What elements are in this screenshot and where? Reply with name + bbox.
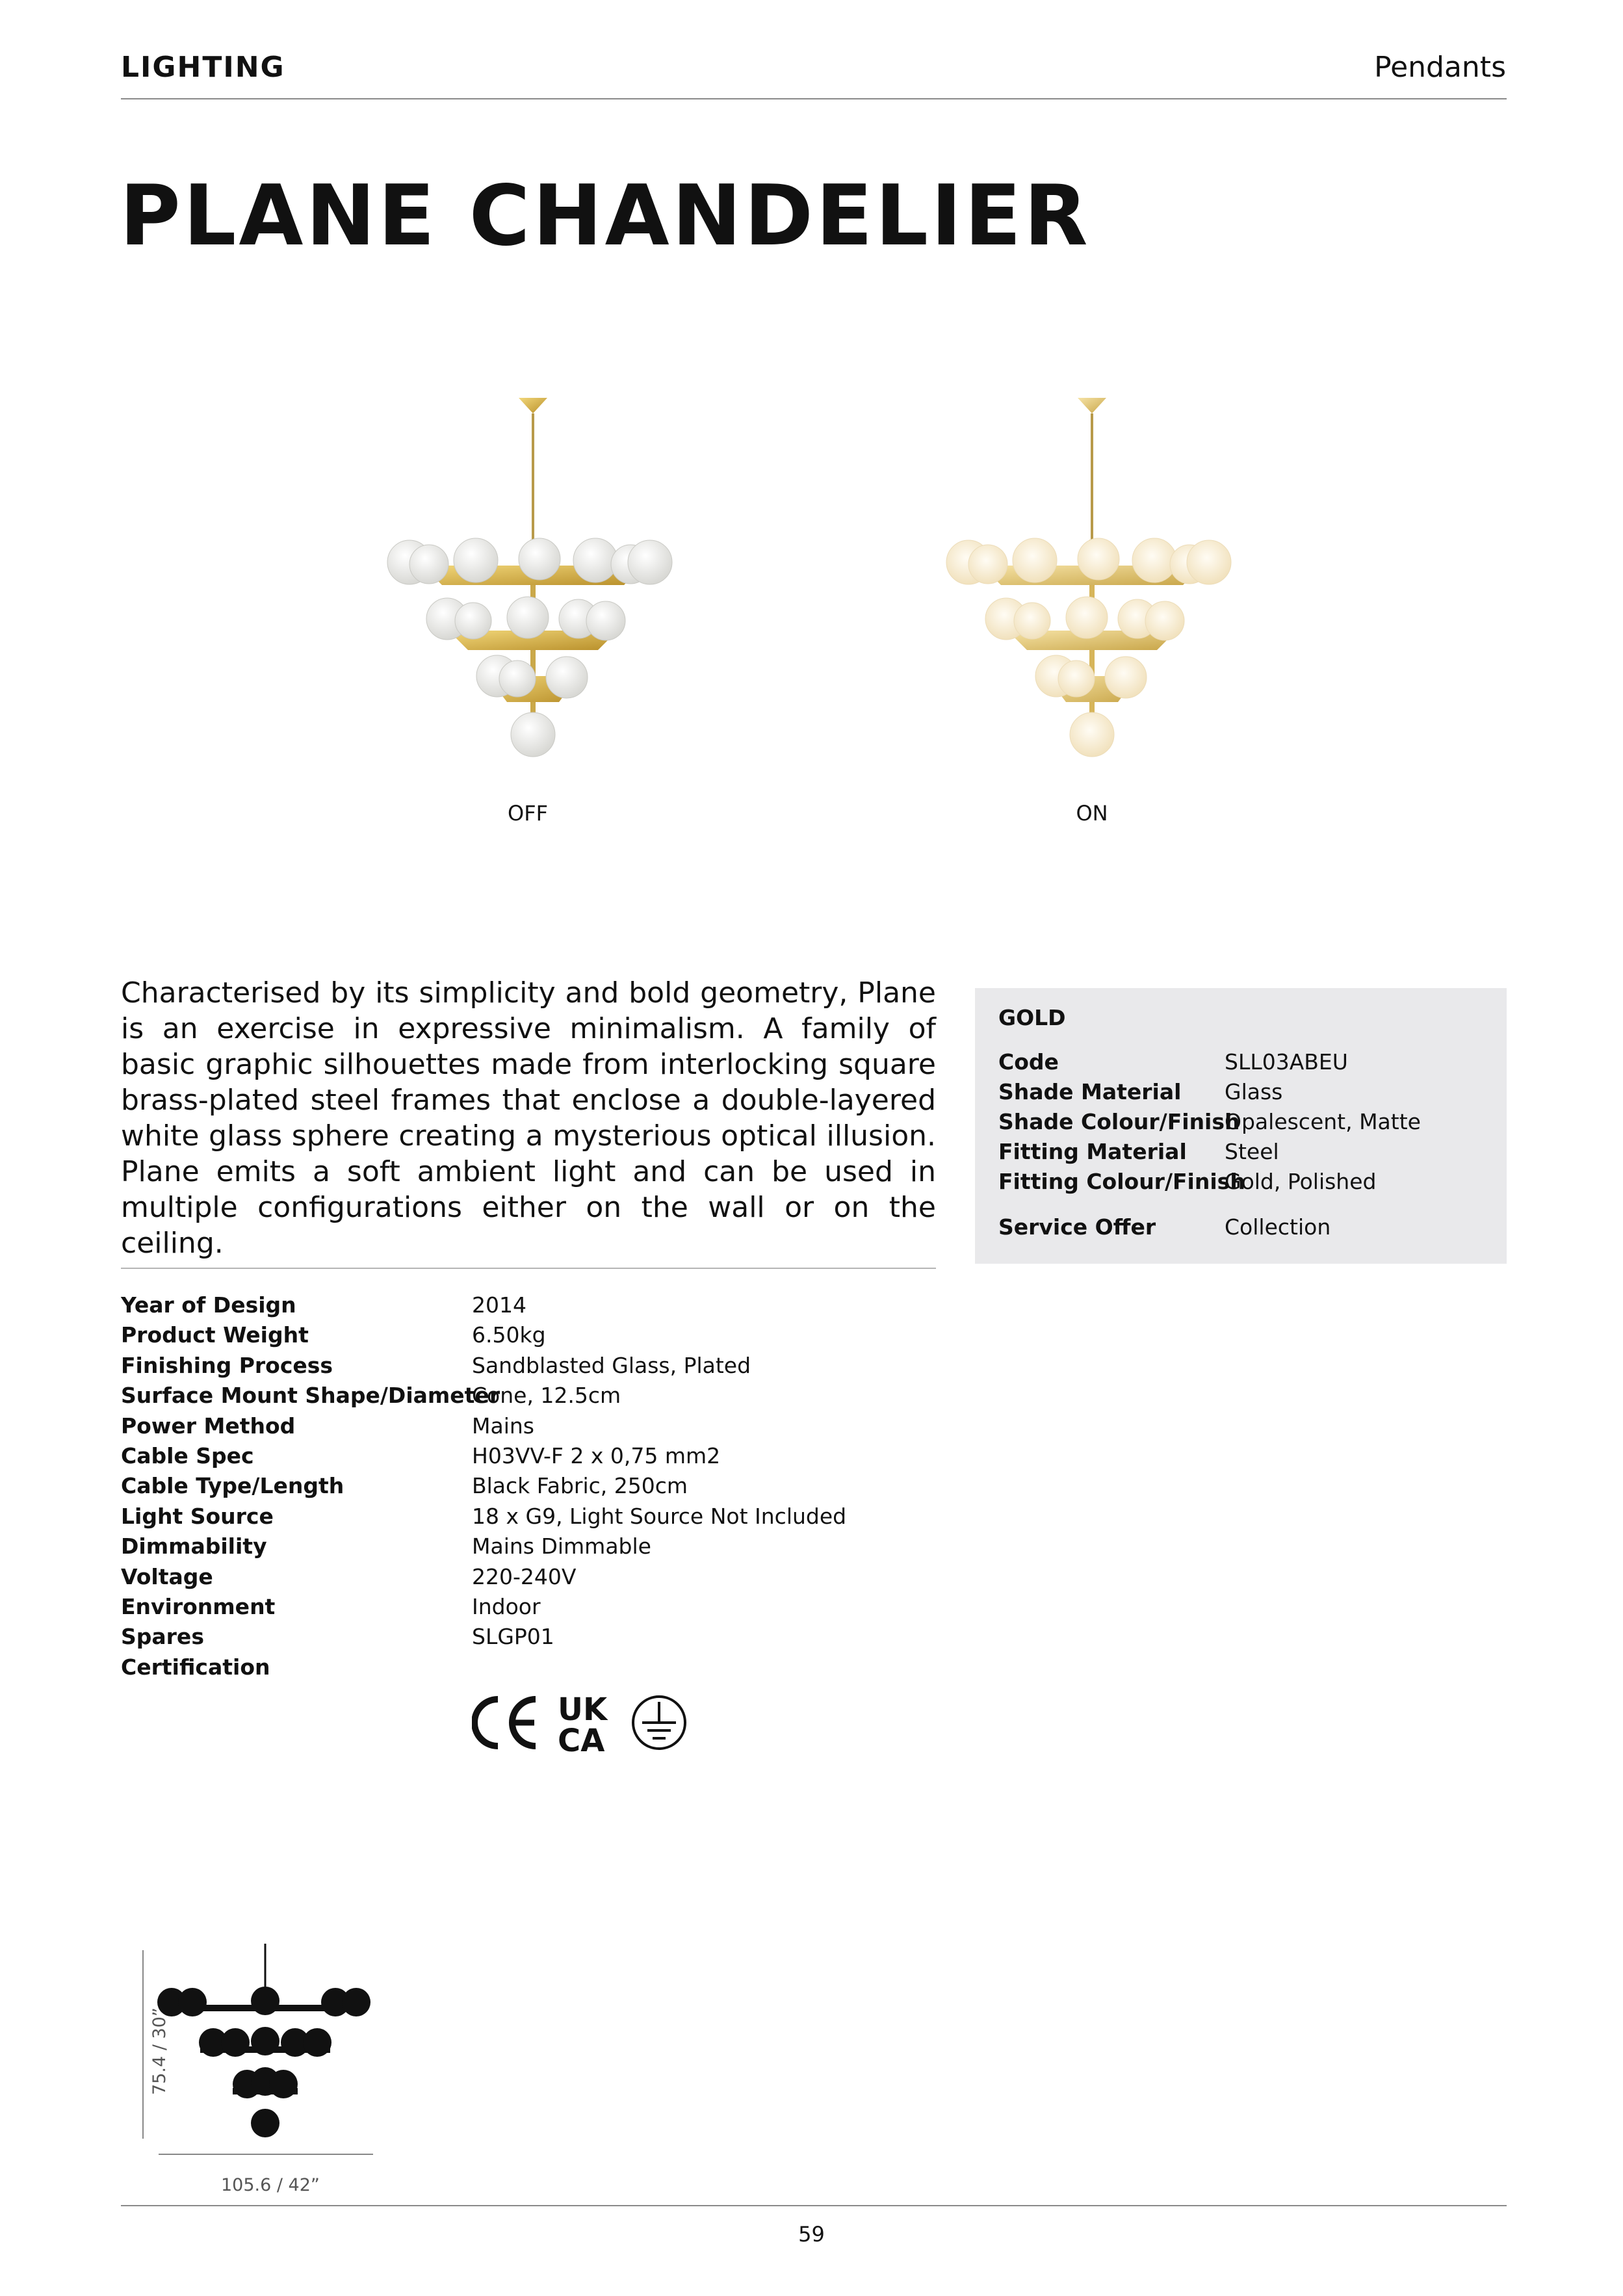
- variant-spec-box: [975, 988, 1507, 1264]
- spec-value: Sandblasted Glass, Plated: [472, 1352, 751, 1378]
- spec-label: Light Source: [121, 1503, 274, 1529]
- variant-row-value: Glass: [1225, 1079, 1283, 1104]
- spec-row: [121, 1290, 846, 1320]
- spec-value: Black Fabric, 250cm: [472, 1473, 688, 1499]
- spec-row: [121, 1592, 846, 1622]
- spec-value: 2014: [472, 1292, 526, 1318]
- spec-label: Year of Design: [121, 1292, 296, 1318]
- spec-label: Dimmability: [121, 1533, 267, 1559]
- variant-row: [998, 1078, 1282, 1106]
- section-subcategory: Pendants: [1374, 51, 1506, 84]
- image-caption-on: ON: [1076, 801, 1108, 826]
- spec-label: Spares: [121, 1624, 204, 1650]
- header-divider: [121, 98, 1507, 99]
- ukca-mark-bottom: CA: [558, 1723, 605, 1755]
- variant-row-value: Opalescent, Matte: [1225, 1109, 1421, 1134]
- spec-value: SLGP01: [472, 1624, 554, 1650]
- spec-row: [121, 1320, 846, 1350]
- variant-row-label: Fitting Colour/Finish: [998, 1169, 1245, 1194]
- chandelier-off-image: [364, 390, 702, 767]
- spec-value: H03VV-F 2 x 0,75 mm2: [472, 1442, 721, 1468]
- variant-row: [998, 1108, 1421, 1136]
- variant-row-value: Gold, Polished: [1225, 1169, 1377, 1194]
- variant-name: GOLD: [998, 1005, 1066, 1030]
- spec-row: [121, 1652, 846, 1682]
- spec-label: Cable Spec: [121, 1442, 254, 1468]
- section-category: LIGHTING: [121, 51, 285, 84]
- variant-row-value: SLL03ABEU: [1225, 1049, 1348, 1075]
- spec-value: 18 x G9, Light Source Not Included: [472, 1503, 847, 1529]
- spec-value: Mains Dimmable: [472, 1533, 651, 1559]
- chandelier-on-image: [923, 390, 1261, 767]
- product-description: Characterised by its simplicity and bold geometry, Plane is an exercise in expressive minimalism. A family of basic graphic silhouettes made from interlocking square brass-plated steel frames that enclose a double-layered white glass sphere creating a mysterious optical illusion. Plane emits a soft ambient light and can be used in multiple configurations either on the wall or on the ceiling.: [121, 976, 936, 1260]
- variant-row-label: Code: [998, 1049, 1059, 1075]
- variant-row-value: Steel: [1225, 1139, 1279, 1164]
- variant-row: [998, 1168, 1376, 1196]
- spec-label: Product Weight: [121, 1322, 309, 1348]
- spec-row: [121, 1351, 846, 1381]
- service-offer-label: Service Offer: [998, 1214, 1156, 1240]
- spec-value: Indoor: [472, 1593, 541, 1619]
- variant-row: [998, 1048, 1348, 1076]
- ukca-mark-top: UK: [558, 1691, 608, 1728]
- spec-row: [121, 1411, 846, 1441]
- spec-value: 220-240V: [472, 1563, 577, 1589]
- spec-label: Voltage: [121, 1563, 213, 1589]
- footer-divider: [121, 2205, 1507, 2206]
- spec-row: [121, 1622, 846, 1652]
- spec-row: [121, 1502, 846, 1532]
- ce-mark-icon: [474, 1699, 536, 1746]
- dimension-height: 75.4 / 30”: [149, 2007, 170, 2095]
- spec-row: [121, 1441, 846, 1471]
- technical-specs: [121, 1290, 846, 1682]
- earth-ground-icon: [633, 1697, 685, 1749]
- spec-row: [121, 1381, 846, 1411]
- certification-marks: [472, 1690, 693, 1755]
- variant-row-label: Fitting Material: [998, 1139, 1187, 1164]
- spec-label: Cable Type/Length: [121, 1473, 344, 1499]
- spec-label: Finishing Process: [121, 1352, 333, 1378]
- variant-row-label: Shade Colour/Finish: [998, 1109, 1240, 1134]
- spec-value: 6.50kg: [472, 1322, 546, 1348]
- spec-value: Mains: [472, 1413, 534, 1439]
- dimension-drawing: [136, 1937, 396, 2171]
- page-title: PLANE CHANDELIER: [120, 168, 1091, 265]
- page-number: 59: [798, 2222, 825, 2247]
- spec-row: [121, 1562, 846, 1592]
- spec-row: [121, 1532, 846, 1561]
- spec-label: Environment: [121, 1593, 276, 1619]
- spec-value: Cone, 12.5cm: [472, 1383, 621, 1409]
- image-caption-off: OFF: [508, 801, 548, 826]
- spec-row: [121, 1471, 846, 1501]
- service-offer-row: [998, 1213, 1331, 1242]
- variant-row: [998, 1138, 1279, 1166]
- spec-label: Surface Mount Shape/Diameter: [121, 1383, 500, 1409]
- dimension-width: 105.6 / 42”: [221, 2175, 320, 2195]
- spec-label: Certification: [121, 1654, 270, 1680]
- variant-row-label: Shade Material: [998, 1079, 1182, 1104]
- description-divider: [121, 1268, 936, 1269]
- service-offer-value: Collection: [1225, 1214, 1331, 1240]
- spec-label: Power Method: [121, 1413, 296, 1439]
